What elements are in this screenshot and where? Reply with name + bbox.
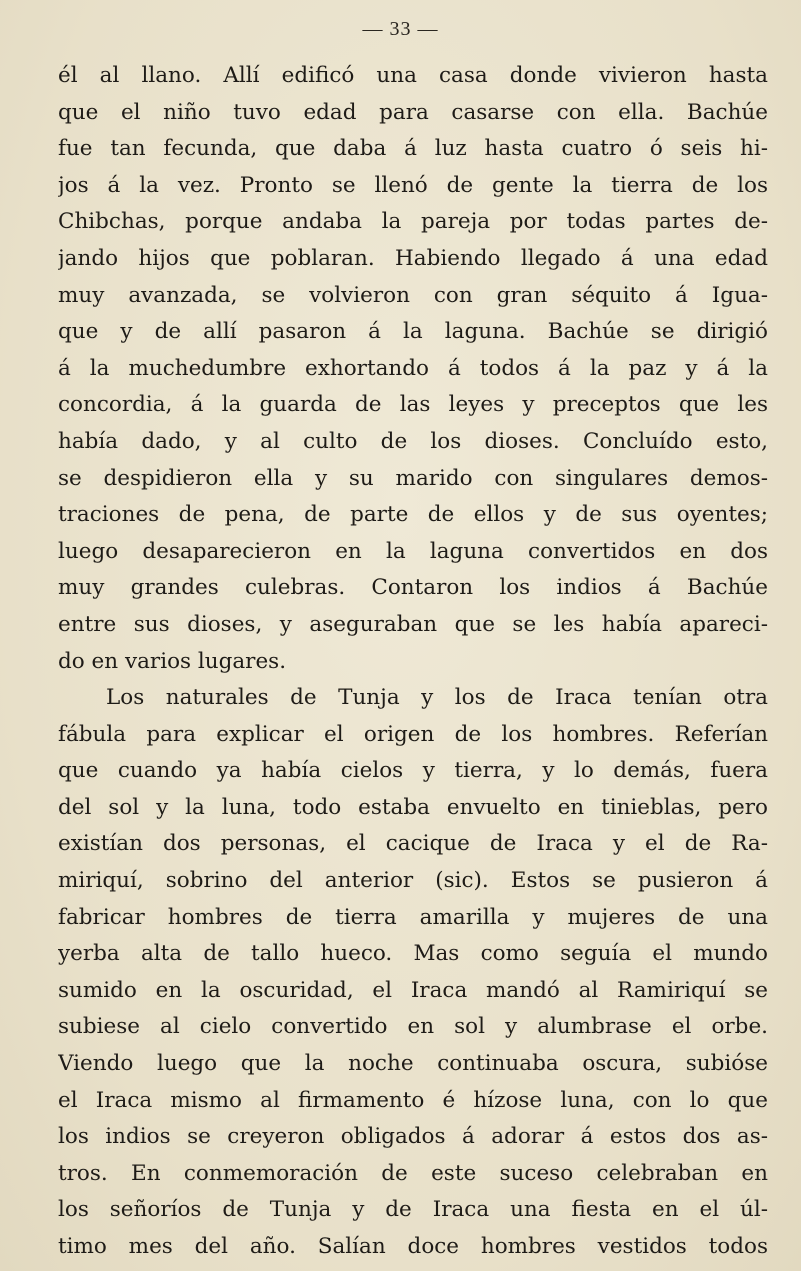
page-number: — 33 — xyxy=(362,18,439,40)
text-line: Chibchas, porque andaba la pareja por todas partes de- xyxy=(58,209,768,235)
text-line: se despidieron ella y su marido con singulares demos- xyxy=(58,465,768,491)
paragraph-2 xyxy=(58,680,768,1266)
text-line: el Iraca mismo al firmamento é hízose luna, con lo que xyxy=(58,1087,768,1113)
text-line: que cuando ya había cielos y tierra, y lo demás, fuera xyxy=(58,758,768,784)
paragraph-1 xyxy=(58,58,768,680)
text-line: del sol y la luna, todo estaba envuelto en tinieblas, pero xyxy=(58,794,768,820)
text-line: subiese al cielo convertido en sol y alumbrase el orbe. xyxy=(58,1014,768,1040)
text-line: Los naturales de Tunja y los de Iraca tenían otra xyxy=(106,685,768,711)
text-line: Viendo luego que la noche continuaba oscura, subióse xyxy=(58,1051,768,1077)
text-line: que el niño tuvo edad para casarse con ella. Bachúe xyxy=(58,99,768,125)
text-line: entre sus dioses, y aseguraban que se les había apareci- xyxy=(58,611,768,637)
text-line: tros. En conmemoración de este suceso celebraban en xyxy=(58,1160,768,1186)
text-line: los indios se creyeron obligados á adorar á estos dos as- xyxy=(58,1124,768,1150)
text-line: concordia, á la guarda de las leyes y preceptos que les xyxy=(58,392,768,418)
text-line: él al llano. Allí edificó una casa donde vivieron hasta xyxy=(58,63,768,88)
text-line: yerba alta de tallo hueco. Mas como seguía el mundo xyxy=(58,941,768,967)
text-line: fabricar hombres de tierra amarilla y mujeres de una xyxy=(58,904,768,930)
text-line: fue tan fecunda, que daba á luz hasta cuatro ó seis hi- xyxy=(58,136,768,162)
text-line: muy avanzada, se volvieron con gran séquito á Igua- xyxy=(58,282,768,308)
text-line: muy grandes culebras. Contaron los indios á Bachúe xyxy=(58,575,768,601)
text-line: do en varios lugares. xyxy=(58,648,287,674)
text-line: los señoríos de Tunja y de Iraca una fiesta en el úl- xyxy=(58,1197,768,1223)
text-line: fábula para explicar el origen de los hombres. Referían xyxy=(58,721,768,747)
text-line: timo mes del año. Salían doce hombres vestidos todos xyxy=(58,1234,768,1259)
text-line: á la muchedumbre exhortando á todos á la paz y á la xyxy=(58,355,768,381)
text-line: que y de allí pasaron á la laguna. Bachúe se dirigió xyxy=(58,319,768,345)
text-line: existían dos personas, el cacique de Iraca y el de Ra- xyxy=(58,831,768,857)
text-line: miriquí, sobrino del anterior (sic). Estos se pusieron á xyxy=(58,868,768,894)
text-line: jos á la vez. Pronto se llenó de gente la tierra de los xyxy=(58,172,768,198)
text-line: jando hijos que poblaran. Habiendo llegado á una edad xyxy=(58,245,768,271)
text-line: sumido en la oscuridad, el Iraca mandó al Ramiriquí se xyxy=(58,977,768,1003)
body-text xyxy=(58,58,768,1266)
text-line: había dado, y al culto de los dioses. Concluído esto, xyxy=(58,428,768,454)
text-line: traciones de pena, de parte de ellos y de sus oyentes; xyxy=(58,502,768,528)
text-line: luego desaparecieron en la laguna convertidos en dos xyxy=(58,538,768,564)
